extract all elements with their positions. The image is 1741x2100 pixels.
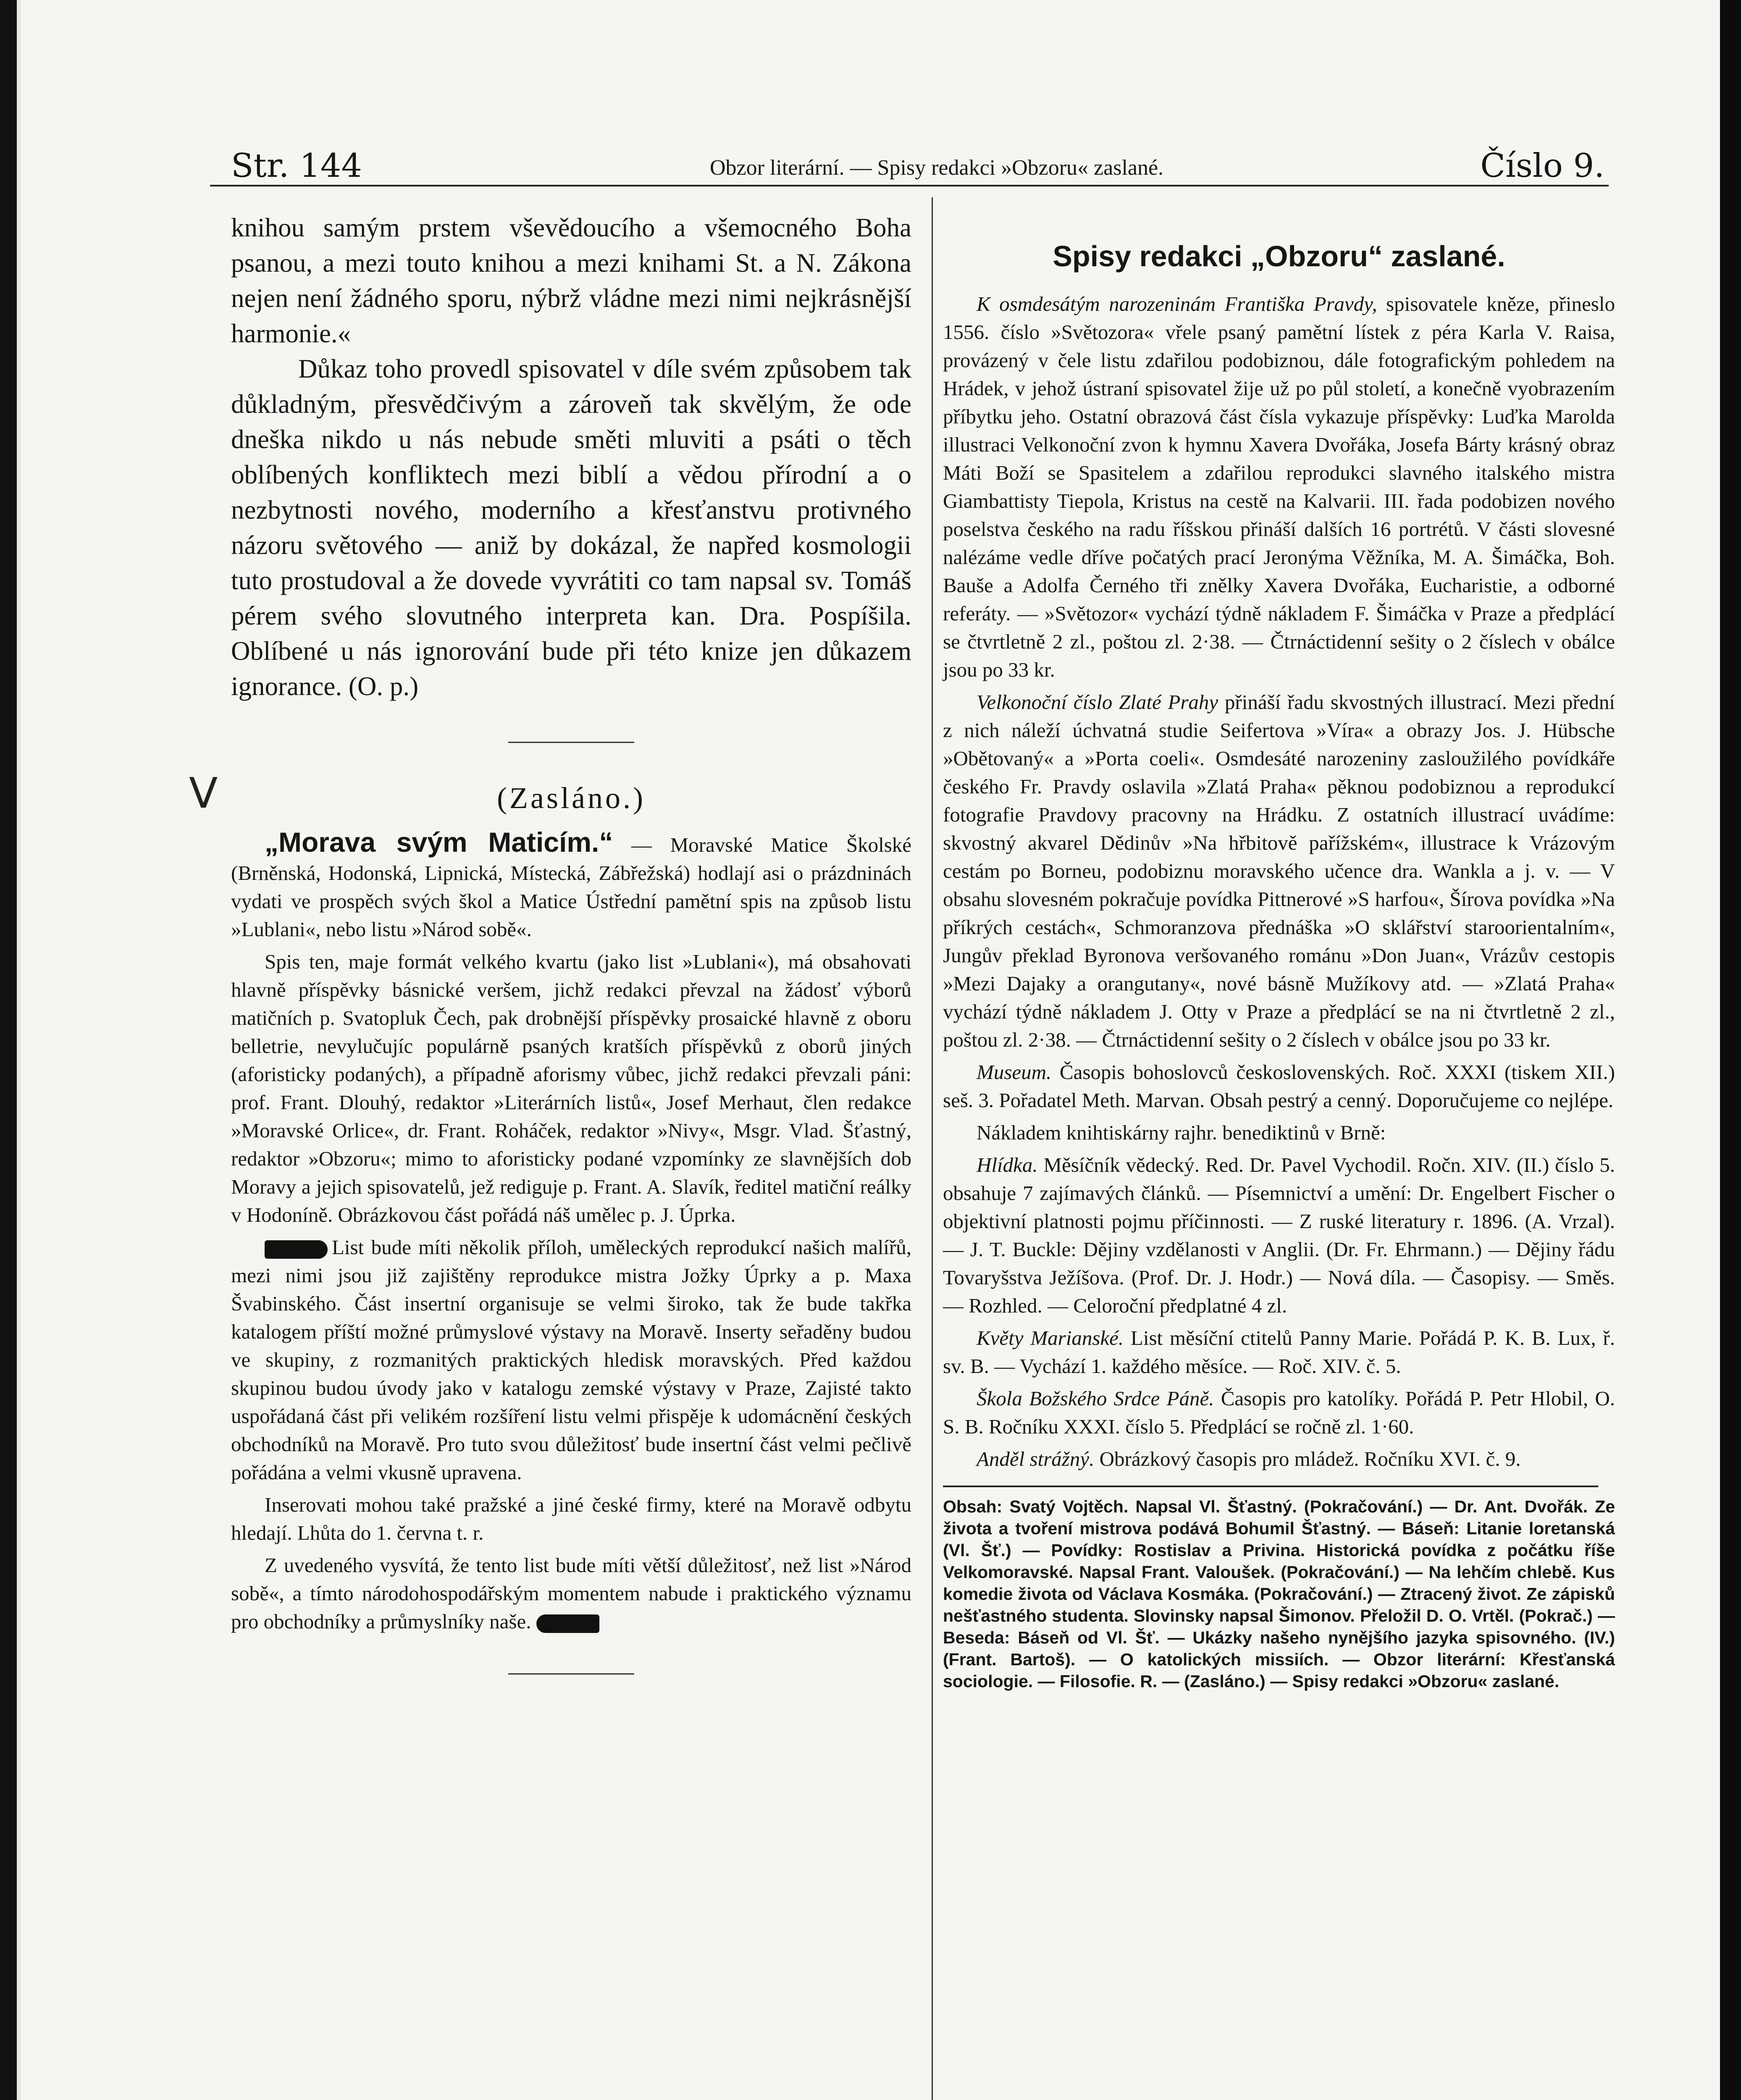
left-column	[231, 210, 911, 1712]
page-header	[210, 139, 1609, 186]
entry-text: Měsíčník vědecký. Red. Dr. Pavel Vychodil. Ročn. XIV. (II.) číslo 5. obsahuje 7 zajímavých článků. — Písemnictví a umění: Dr. Engelbert Fischer o objektivní platnosti pojmu příčinnosti. — Z ruské literatury r. 1896. (A. Vrzal). — J. T. Buckle: Dějiny vzdělanosti v Anglii. (Dr. Fr. Ehrmann.) — Dějiny řádu Tovaryšstva Ježíšova. (Prof. Dr. J. Hodr.) — Nová díla. — Časopisy. — Směs. — Rozhled. — Celoroční předplatné 4 zl.	[943, 1153, 1615, 1317]
page-sheet	[21, 0, 1720, 2100]
continued-review	[231, 210, 911, 704]
scan-border-left	[0, 0, 17, 2100]
entry-title: K osmdesátým narozeninám Františka Pravdy,	[977, 292, 1377, 315]
article-text: List bude míti několik příloh, uměleckých reprodukcí našich malířů, mezi nimi jsou již zajištěny reprodukce mistra Jožky Úprky a p. Maxa Švabinského. Část insertní organisuje se velmi široko, tak že bude takřka katalogem příští možné průmyslové výstavy na Moravě. Inserty seřaděny budou ve skupiny, z rozmanitých praktických hledisk moravských. Před každou skupinou budou úvody jako v katalogu zemské výstavy v Praze, Zajisté takto uspořádaná část při velikém rozšíření listu velmi přispěje k udomácnění českých obchodníků na Moravě. Pro tuto svou důležitosť bude insertní část velmi pečlivě pořádána a velmi vkusně upravena.	[231, 1236, 911, 1484]
entry-text: spisovatele kněze, přineslo 1556. číslo »Světozora« vřele psaný pamětní lístek z péra Karla V. Raisa, provázený v čele listu zdařilou podobiznou, dále fotografickým pohledem na Hrádek, v jehož ústraní spisovatel žije už po půl století, a konečně vyobrazením příbytku jeho. Ostatní obrazová část čísla vykazuje příspěvky: Luďka Marolda illustraci Velkonoční zvon k hymnu Xavera Dvořáka, Josefa Bárty krásný obraz Máti Boží se Spasitelem a zdařilou reprodukci slavného italského mistra Giambattisty Tiepola, Kristus na cestě na Kalvarii. III. řada podobizen nového poselstva českého na radu říšskou přináší dalších 16 portrétů. V části slovesné nalézáme vedle dříve počatých prací Jeronýma Věžníka, M. A. Šimáčka, Boh. Bauše a Adolfa Černého tři znělky Xavera Dvořáka, Eucharistie, a odborné referáty. — »Světozor« vychází týdně nákladem F. Šimáčka v Praze a předplácí se čtvrtletně 2 zl., poštou zl. 2·38. — Čtrnáctidenní sešity o 2 číslech v obálce jsou po 33 kr.	[943, 292, 1615, 681]
page-number: Str. 144	[231, 147, 362, 185]
morava-article	[231, 828, 911, 1635]
entry-title: Hlídka.	[977, 1153, 1038, 1176]
contents-divider	[943, 1486, 1598, 1487]
section-divider	[508, 742, 634, 743]
table-of-contents: Obsah: Svatý Vojtěch. Napsal Vl. Šťastný. (Pokračování.) — Dr. Ant. Dvořák. Ze života a tvoření mistrova podává Bohumil Šťastný. — Báseň: Litanie loretanská (Vl. Šť.) — Povídky: Rostislav a Privina. Historická povídka z počátku říše Velkomoravské. Napsal Frant. Valoušek. (Pokračování.) — Na lehčím chlebě. Kus komedie života od Václava Kosmáka. (Pokračování.) — Ztracený život. Ze zápisků nešťastného studenta. Slovinsky napsal Šimonov. Přeložil D. O. Vrtěl. (Pokrač.) — Beseda: Báseň od Vl. Šť. — Ukázky našeho nynějšího jazyka spisovného. (IV.) (Frant. Bartoš). — O katolických missiích. — Obzor literární: Křesťanská sociologie. — Filosofie. R. — (Zasláno.) — Spisy redakci »Obzoru« zaslané.	[943, 1497, 1615, 1691]
entry-title: Museum.	[977, 1060, 1052, 1084]
entry-title: Velkonoční číslo Zlaté Prahy	[977, 690, 1218, 714]
paragraph: Důkaz toho provedl spisovatel v díle svém způsobem tak důkladným, přesvědčivým a zároveň tak skvělým, že ode dneška nikdo u nás nebude směti mluviti a psáti o těch oblíbených konfliktech mezi biblí a vědou přírodní a o nezbytnosti nového, moderního a křesťanstvu protivného názoru světového — aniž by dokázal, že napřed kosmologii tuto prostudoval a že dovede vyvrátiti co tam napsal sv. Tomáš pérem svého slovutného interpreta kan. Dra. Pospíšila. Oblíbené u nás ignorování bude při této knize jen důkazem ignorance. (O. p.)	[231, 354, 911, 701]
column-divider	[932, 197, 933, 2100]
margin-check-mark: V	[189, 769, 218, 818]
paragraph: knihou samým prstem vševědoucího a všemocného Boha psanou, a mezi touto knihou a mezi knihami St. a N. Zákona nejen není žádného sporu, nýbrž vládne mezi nimi nejkrásnější harmonie.«	[231, 213, 911, 348]
entry-text: Obrázkový časopis pro mládež. Ročníku XVI. č. 9.	[1094, 1447, 1521, 1470]
article-text: — Moravské Matice Školské (Brněnská, Hodonská, Lipnická, Místecká, Zábřežská) hodlají asi o prázdninách vydati ve prospěch svých škol a Matice Ústřední pamětní spis na způsob listu »Lublani«, nebo listu »Národ sobě«.	[231, 833, 912, 941]
pointing-hand-icon	[265, 1240, 328, 1259]
entry-text: přináší řadu skvostných illustrací. Mezi přední z nich náleží úchvatná studie Seifertova »Víra« a obrazy Jos. J. Hübsche »Obětovaný« a »Porta coeli«. Osmdesáté narozeniny zasloužilého povídkáře českého Fr. Pravdy oslavila »Zlatá Praha« pěknou podobiznou a reprodukcí fotografie Pravdovy pracovny na Hrádku. Z ostatních illustrací uvádíme: skvostný akvarel Dědinův »Na hřbitově pařížském«, illustrace k Vrázovým cestám po Borneu, podobiznu moravského učence dra. Wankla a j. v. — V obsahu slovesném pokračuje povídka Pittnerové »S harfou«, Šírova povídka »Na příkrých cestách«, Schmoranzova přednáška »O sklářství staroorientalním«, Jungův překlad Byronova veršovaného románu »Don Juan«, Vrázův cestopis »Mezi Dajaky a orangutany«, nové básně Mužíkovy atd. — »Zlatá Praha« vychází týdně nákladem J. Otty v Praze a předplácí se na ni čtvrtletně 2 zl., poštou zl. 2·38. — Čtrnáctidenní sešity o 2 číslech v obálce jsou po 33 kr.	[943, 690, 1615, 1051]
entry-text: Časopis pro katolíky. Pořádá P. Petr Hlobil, O. S. B. Ročníku XXXI. číslo 5. Předplácí se ročně zl. 1·60.	[943, 1387, 1615, 1438]
paragraph: Spis ten, maje formát velkého kvartu (jako list »Lublani«), má obsahovati hlavně příspěvky básnické veršem, jichž redakci převzal na žádosť výborů matičních p. Svatopluk Čech, pak drobnější příspěvky prosaické hlavně z oboru belletrie, nevylučujíc populárně psaných kratších příspěvků z oborů jiných (aforisticky podaných), a případně aforismy vůbec, jichž redakci převzali páni: prof. Frant. Dlouhý, redaktor »Literárních listů«, Josef Merhaut, člen redakce »Moravské Orlice«, dr. Frant. Roháček, redaktor »Nivy«, Msgr. Vlad. Šťastný, redaktor »Obzoru«; mimo to aforisticky podané vzpomínky ze slavnějších dob Moravy a jejich spisovatelů, jež rediguje p. Frant. A. Slavík, ředitel matiční reálky v Hodoníně. Obrázkovou část pořádá náš umělec p. J. Úprka.	[231, 950, 911, 1226]
entry-text: List měsíční ctitelů Panny Marie. Pořádá P. K. B. Lux, ř. sv. B. — Vychází 1. každého měsíce. — Roč. XIV. č. 5.	[943, 1326, 1615, 1378]
publisher-line: Nákladem knihtiskárny rajhr. benediktinů v Brně:	[977, 1121, 1386, 1144]
reviews-list	[943, 290, 1615, 1473]
paragraph: Inserovati mohou také pražské a jiné české firmy, které na Moravě odbytu hledají. Lhůta do 1. června t. r.	[231, 1493, 911, 1544]
scan-border-right	[1720, 0, 1741, 2100]
entry-title: Květy Marianské.	[977, 1326, 1124, 1349]
running-title: Obzor literární. — Spisy redakci »Obzoru« zaslané.	[709, 156, 1164, 180]
zaslano-heading: (Zasláno.)	[497, 781, 646, 815]
section-title: Spisy redakci „Obzoru“ zaslané.	[1053, 240, 1505, 273]
issue-number: Číslo 9.	[1480, 147, 1604, 185]
entry-text: Časopis bohoslovců československých. Roč. XXXI (tiskem XII.) seš. 3. Pořadatel Meth. Marvan. Obsah pestrý a cenný. Doporučujeme co nejlépe.	[943, 1060, 1615, 1112]
article-text: Z uvedeného vysvítá, že tento list bude míti větší důležitosť, než list »Národ sobě«, a tímto národohospodářským momentem nabude i praktického významu pro obchodníky a průmyslníky naše.	[231, 1554, 911, 1633]
pointing-hand-icon	[536, 1614, 599, 1633]
entry-title: Škola Božského Srdce Páně.	[977, 1387, 1214, 1410]
right-column	[943, 210, 1615, 1692]
section-divider	[508, 1673, 634, 1675]
article-title: „Morava svým Maticím.“	[265, 827, 613, 858]
entry-title: Anděl strážný.	[977, 1447, 1095, 1470]
